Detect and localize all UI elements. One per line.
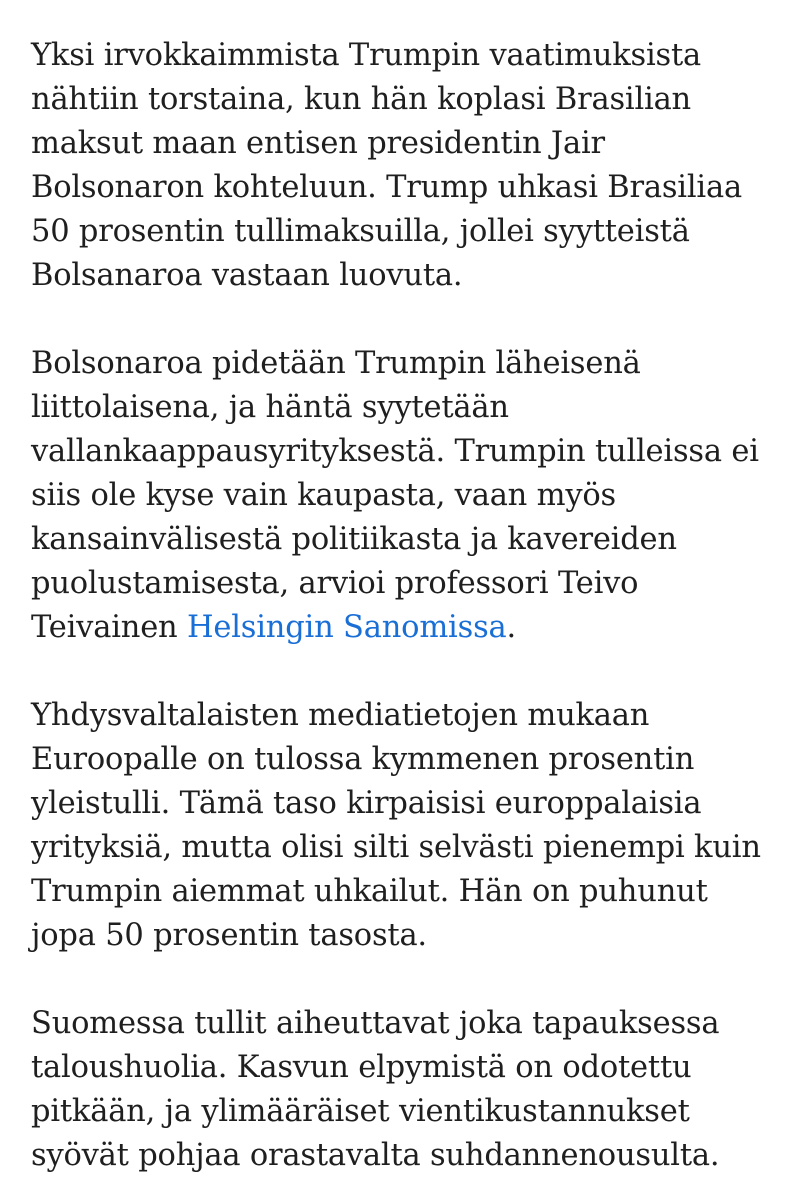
paragraph-2-end: .: [506, 610, 517, 645]
article-body: [31, 34, 771, 1178]
paragraph-4: Suomessa tullit aiheuttavat joka tapauksessa taloushuolia. Kasvun elpymistä on odotettu pitkään, ja ylimääräiset vientikustannukset syövät pohjaa orastavalta suhdannenousulta.: [31, 1006, 720, 1173]
helsingin-sanomat-link[interactable]: Helsingin Sanomissa: [186, 610, 507, 645]
paragraph-1: Yksi irvokkaimmista Trumpin vaatimuksista nähtiin torstaina, kun hän koplasi Brasilian maksut maan entisen presidentin Jair Bolsonaron kohteluun. Trump uhkasi Brasiliaa 50 prosentin tullimaksuilla, jollei syytteistä Bolsanaroa vastaan luovuta.: [31, 38, 742, 293]
paragraph-2: [31, 342, 771, 650]
paragraph-3: Yhdysvaltalaisten mediatietojen mukaan Euroopalle on tulossa kymmenen prosentin yleistulli. Tämä taso kirpaisisi europpalaisia yrityksiä, mutta olisi silti selvästi pienempi kuin Trumpin aiemmat uhkailut. Hän on puhunut jopa 50 prosentin tasosta.: [31, 698, 761, 953]
paragraph-2-text: Bolsonaroa pidetään Trumpin läheisenä liittolaisena, ja häntä syytetään vallankaappausyrityksestä. Trumpin tulleissa ei siis ole kyse vain kaupasta, vaan myös kansainvälisestä politiikasta ja kavereiden puolustamisesta, arvioi professori Teivo Teivainen: [31, 346, 759, 645]
